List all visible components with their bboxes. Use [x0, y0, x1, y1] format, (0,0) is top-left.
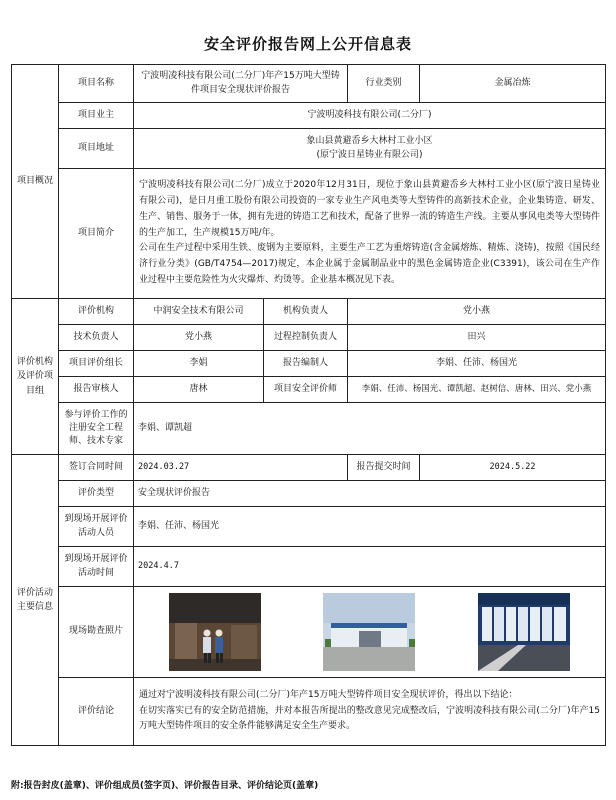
tech-head-value: 党小燕 [134, 325, 264, 351]
leader-value: 李娟 [134, 351, 264, 377]
intro-text [134, 169, 606, 299]
page-title: 安全评价报告网上公开信息表 [203, 35, 412, 53]
agency-value: 中润安全技术有限公司 [134, 299, 264, 325]
intro-paragraph-1: 宁波明凌科技有限公司(二分厂)成立于2020年12月31日，现位于象山县黄避岙乡大林村工业小区(原宁波日星铸业有限公司)，是日月重工股份有限公司投资的一家专业生产风电类等大型铸件的高新技术企业，企业集铸造、研发、生产、销售、服务于一体，拥有先进的铸造工艺和技术，配备了世界一流的铸造生产线。主要从事风电类等大型铸件的生产加工，生产规模15万吨/年。 [139, 180, 601, 238]
site-time-value: 2024.4.7 [134, 547, 606, 587]
submit-date-label: 报告提交时间 [348, 455, 420, 481]
address-line-1: 象山县黄避岙乡大林村工业小区 [306, 136, 433, 147]
experts-label: 参与评价工作的注册安全工程师、技术专家 [59, 403, 134, 455]
conclusion-paragraph-1: 通过对宁波明凌科技有限公司(二分厂)年产15万吨大型铸件项目安全现状评价，得出以下结论： [139, 689, 518, 700]
contract-date-label: 签订合同时间 [59, 455, 134, 481]
site-photo-2 [323, 593, 415, 671]
address-value [134, 129, 606, 169]
address-line-2: (原宁波日星铸业有限公司) [316, 149, 423, 160]
compiler-label: 报告编制人 [264, 351, 348, 377]
reviewer-value: 唐林 [134, 377, 264, 403]
contract-date-value: 2024.03.27 [134, 455, 348, 481]
experts-value: 李娟、谭凯超 [134, 403, 606, 455]
compiler-value: 李娟、任沛、杨国光 [348, 351, 606, 377]
site-photo-3 [478, 593, 570, 671]
site-people-value: 李娟、任沛、杨国光 [134, 507, 606, 547]
conclusion-paragraph-2: 在切实落实已有的安全防范措施，并对本报告所提出的整改意见完成整改后，宁波明凌科技有限公司(二分厂)年产15万吨大型铸件项目的安全条件能够满足安全生产要求。 [139, 705, 601, 732]
industry-label: 行业类别 [348, 65, 420, 103]
type-value: 安全现状评价报告 [134, 481, 606, 507]
intro-label: 项目简介 [59, 169, 134, 299]
submit-date-value: 2024.5.22 [420, 455, 606, 481]
conclusion-text [134, 678, 606, 746]
footnote: 附:报告封皮(盖章)、评价组成员(签字页)、评价报告目录、评价结论页(盖章) [11, 781, 319, 791]
section-project: 项目概况 [12, 65, 59, 299]
type-label: 评价类型 [59, 481, 134, 507]
site-time-label: 到现场开展评价活动时间 [59, 547, 134, 587]
process-head-value: 田兴 [348, 325, 606, 351]
project-name-label: 项目名称 [59, 65, 134, 103]
photos-label: 现场勘查照片 [59, 587, 134, 678]
industry-value: 金属冶炼 [420, 65, 606, 103]
evaluators-value: 李娟、任沛、杨国光、谭凯超、赵树信、唐林、田兴、党小燕 [348, 377, 606, 403]
agency-label: 评价机构 [59, 299, 134, 325]
agency-head-label: 机构负责人 [264, 299, 348, 325]
site-photo-1 [169, 593, 261, 671]
info-table [11, 64, 606, 746]
section-activity: 评价活动主要信息 [12, 455, 59, 746]
photos-cell [134, 587, 606, 678]
reviewer-label: 报告审核人 [59, 377, 134, 403]
intro-paragraph-2: 公司在生产过程中采用生铁、废钢为主要原料，主要生产工艺为重熔铸造(含金属熔炼、精炼、浇铸)，按照《国民经济行业分类》(GB/T4754—2017)规定，本企业属于金属制品业中的黑色金属铸造企业(C3391)，该公司在生产作业过程中主要危险性为火灾爆炸、灼烫等。企业基本概况见下表。 [139, 243, 601, 285]
leader-label: 项目评价组长 [59, 351, 134, 377]
site-people-label: 到现场开展评价活动人员 [59, 507, 134, 547]
owner-value: 宁波明凌科技有限公司(二分厂) [134, 103, 606, 129]
owner-label: 项目业主 [59, 103, 134, 129]
conclusion-label: 评价结论 [59, 678, 134, 746]
address-label: 项目地址 [59, 129, 134, 169]
agency-head-value: 党小燕 [348, 299, 606, 325]
section-org: 评价机构及评价项目组 [12, 299, 59, 455]
process-head-label: 过程控制负责人 [264, 325, 348, 351]
tech-head-label: 技术负责人 [59, 325, 134, 351]
project-name: 宁波明凌科技有限公司(二分厂)年产15万吨大型铸件项目安全现状评价报告 [134, 65, 348, 103]
evaluators-label: 项目安全评价师 [264, 377, 348, 403]
